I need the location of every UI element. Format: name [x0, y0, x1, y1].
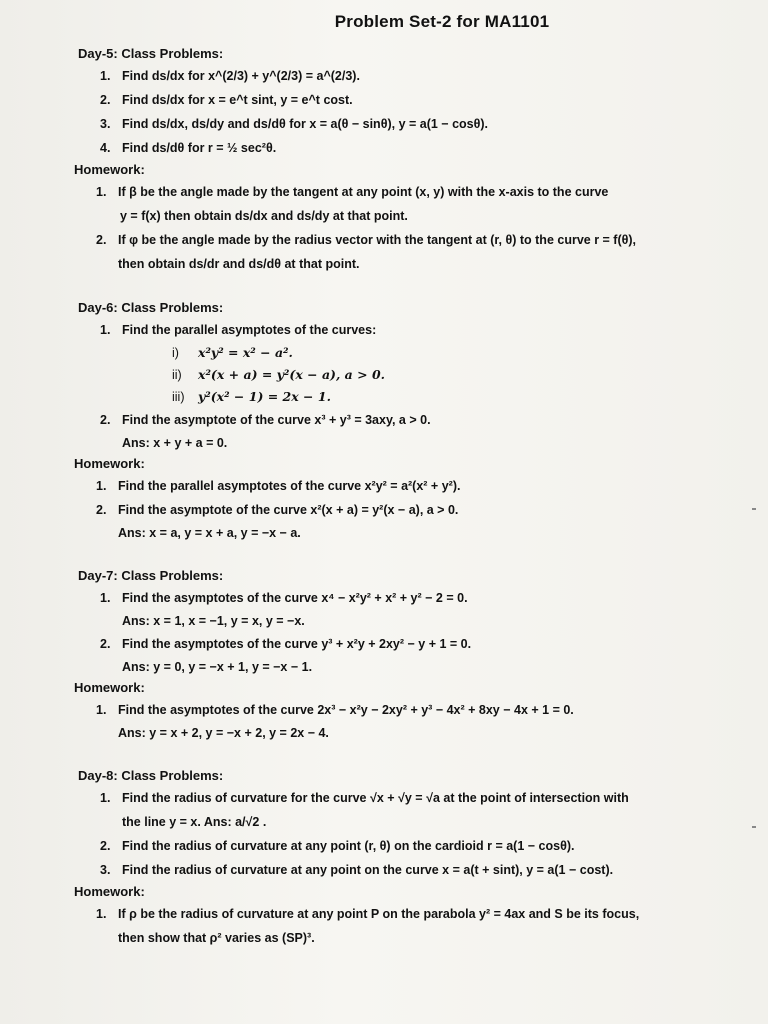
item-text: Find ds/dx for x = e^t sint, y = e^t cost.: [122, 93, 353, 107]
list-item: [96, 698, 728, 744]
list-item: [100, 64, 728, 88]
day5-homework-heading: Homework:: [74, 162, 145, 177]
item-text: Find ds/dθ for r = ½ sec²θ.: [122, 141, 277, 155]
item-text: Find the asymptotes of the curve y³ + x²y + 2xy² − y + 1 = 0.: [122, 637, 472, 651]
item-text-cont: the line y = x. Ans: a/√2 .: [122, 815, 267, 829]
answer-text: Ans: y = 0, y = −x + 1, y = −x − 1.: [122, 660, 313, 674]
list-item: [96, 180, 728, 228]
list-item: [100, 112, 728, 136]
day6-class-list: [66, 318, 728, 454]
item-number: 1.: [96, 703, 107, 717]
answer-text: Ans: y = x + 2, y = −x + 2, y = 2x − 4.: [118, 726, 329, 740]
item-number: 3.: [100, 863, 111, 877]
list-item: [100, 136, 728, 160]
item-text: Find the asymptotes of the curve 2x³ − x²y − 2xy² + y³ − 4x² + 8xy − 4x + 1 = 0.: [118, 703, 574, 717]
day8-class-list: [66, 786, 728, 882]
day5-homework-list: [66, 180, 728, 276]
item-number: 2.: [96, 503, 107, 517]
sub-item: iii) y²(x² − 1) = 2x − 1.: [172, 389, 331, 404]
item-text-cont: y = f(x) then obtain ds/dx and ds/dy at that point.: [120, 209, 408, 223]
list-item: [100, 408, 728, 454]
day5-section: [66, 44, 728, 276]
list-item: [100, 318, 728, 408]
item-text: If φ be the angle made by the radius vector with the tangent at (r, θ) to the curve r = f(θ),: [118, 233, 637, 247]
item-text: Find the asymptote of the curve x³ + y³ = 3axy, a > 0.: [122, 413, 431, 427]
item-number: 1.: [96, 185, 107, 199]
list-item: [96, 498, 728, 544]
day7-class-list: [66, 586, 728, 678]
item-text: Find the asymptote of the curve x²(x + a) = y²(x − a), a > 0.: [118, 503, 459, 517]
item-number: 3.: [100, 117, 111, 131]
item-number: 1.: [96, 479, 107, 493]
day8-homework-heading: Homework:: [74, 884, 145, 899]
sub-item: i) x²y² = x² − a².: [172, 345, 293, 360]
item-number: 1.: [100, 323, 111, 337]
day6-homework-list: [66, 474, 728, 544]
item-number: 2.: [96, 233, 107, 247]
item-text: Find ds/dx for x^(2/3) + y^(2/3) = a^(2/3).: [122, 69, 360, 83]
item-text: Find the radius of curvature at any point on the curve x = a(t + sint), y = a(1 − cost).: [122, 863, 614, 877]
item-text: Find the radius of curvature at any point (r, θ) on the cardioid r = a(1 − cosθ).: [122, 839, 575, 853]
list-item: [100, 586, 728, 632]
item-number: 1.: [100, 69, 111, 83]
item-number: 1.: [100, 791, 111, 805]
item-text: Find the parallel asymptotes of the curve x²y² = a²(x² + y²).: [118, 479, 461, 493]
sub-item: ii) x²(x + a) = y²(x − a), a > 0.: [172, 367, 385, 382]
item-text: If ρ be the radius of curvature at any point P on the parabola y² = 4ax and S be its focus,: [118, 907, 640, 921]
item-number: 1.: [100, 591, 111, 605]
day5-class-heading: Day-5: Class Problems:: [78, 46, 224, 61]
item-text-cont: then show that ρ² varies as (SP)³.: [118, 931, 315, 945]
day7-class-heading: Day-7: Class Problems:: [78, 568, 224, 583]
item-number: 2.: [100, 839, 111, 853]
day7-homework-heading: Homework:: [74, 680, 145, 695]
list-item: [100, 632, 728, 678]
list-item: [96, 474, 728, 498]
item-number: 2.: [100, 637, 111, 651]
day6-homework-heading: Homework:: [74, 456, 145, 471]
day8-section: [66, 766, 728, 950]
answer-text: Ans: x = a, y = x + a, y = −x − a.: [118, 526, 301, 540]
day7-homework-list: [66, 698, 728, 744]
list-item: [100, 834, 728, 858]
scan-mark: [752, 508, 756, 510]
scan-mark: [752, 826, 756, 828]
item-text: Find the asymptotes of the curve x⁴ − x²y² + x² + y² − 2 = 0.: [122, 591, 468, 605]
item-number: 4.: [100, 141, 111, 155]
item-text: Find the radius of curvature for the curve √x + √y = √a at the point of intersection with: [122, 791, 629, 805]
answer-text: Ans: x + y + a = 0.: [122, 436, 228, 450]
item-number: 2.: [100, 413, 111, 427]
day8-class-heading: Day-8: Class Problems:: [78, 768, 224, 783]
list-item: [100, 88, 728, 112]
list-item: [96, 228, 728, 276]
list-item: [100, 858, 728, 882]
item-number: 2.: [100, 93, 111, 107]
item-text: If β be the angle made by the tangent at any point (x, y) with the x-axis to the curve: [118, 185, 609, 199]
answer-text: Ans: x = 1, x = −1, y = x, y = −x.: [122, 614, 305, 628]
item-text: Find ds/dx, ds/dy and ds/dθ for x = a(θ − sinθ), y = a(1 − cosθ).: [122, 117, 489, 131]
item-number: 1.: [96, 907, 107, 921]
list-item: [100, 786, 728, 834]
day6-section: [66, 298, 728, 544]
day5-class-list: [66, 64, 728, 160]
day6-class-heading: Day-6: Class Problems:: [78, 300, 224, 315]
page-title: Problem Set-2 for MA1101: [334, 12, 550, 31]
item-text: Find the parallel asymptotes of the curves:: [122, 323, 377, 337]
day8-homework-list: [66, 902, 728, 950]
list-item: [96, 902, 728, 950]
item-text-cont: then obtain ds/dr and ds/dθ at that point.: [118, 257, 360, 271]
day7-section: [66, 566, 728, 744]
